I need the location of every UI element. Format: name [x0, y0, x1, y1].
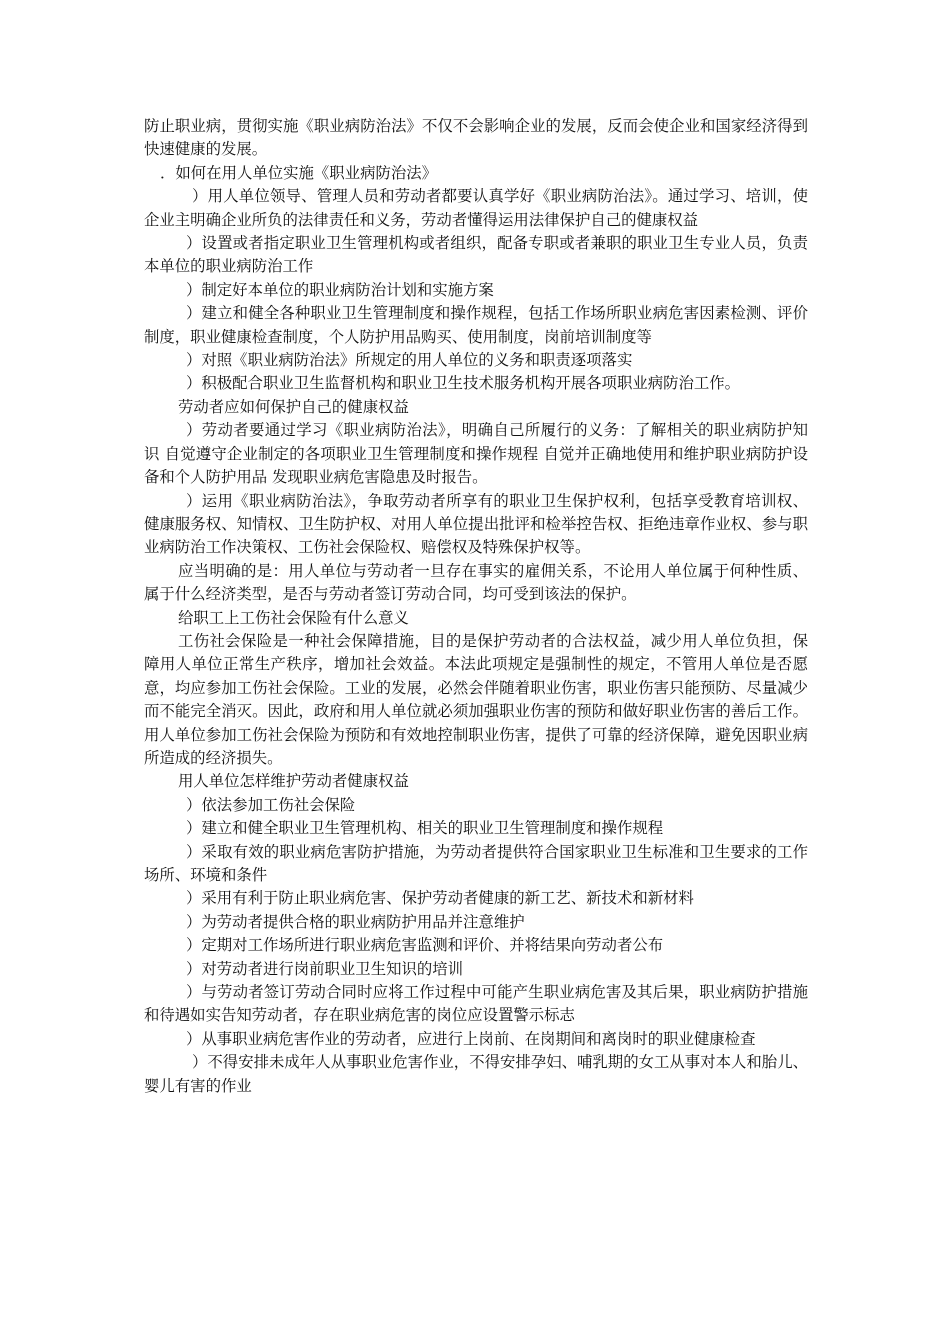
paragraph: ）建立和健全职业卫生管理机构、相关的职业卫生管理制度和操作规程 [186, 819, 664, 838]
paragraph: 工伤社会保险是一种社会保障措施，目的是保护劳动者的合法权益，减少用人单位负担，保障用人单位正常生产秩序，增加社会效益。本法此项规定是强制性的规定，不管用人单位是否愿意，均应参加工伤社会保险。工业的发展，必然会伴随着职业伤害，职业伤害只能预防、尽量减少而不能完全消灭。因此，政府和用人单位就必须加强职业伤害的预防和做好职业伤害的善后工作。用人单位参加工伤社会保险为预防和有效地控制职业伤害，提供了可靠的经济保障，避免因职业病所造成的经济损失。 [144, 631, 808, 767]
paragraph: ）劳动者要通过学习《职业病防治法》，明确自己所履行的义务：了解相关的职业病防护知识 自觉遵守企业制定的各项职业卫生管理制度和操作规程 自觉并正确地使用和维护职业病防护设备和个人防护用品 发现职业病危害隐患及时报告。 [144, 421, 808, 487]
paragraph: ）采用有利于防止职业病危害、保护劳动者健康的新工艺、新技术和新材料 [186, 889, 694, 908]
paragraph: ）为劳动者提供合格的职业病防护用品并注意维护 [186, 912, 525, 931]
paragraph: ）对照《职业病防治法》所规定的用人单位的义务和职责逐项落实 [186, 351, 633, 370]
section-heading: 用人单位怎样维护劳动者健康权益 [178, 772, 409, 791]
section-heading: 给职工上工伤社会保险有什么意义 [178, 608, 409, 627]
document-body [144, 115, 808, 1098]
paragraph: ）从事职业病危害作业的劳动者，应进行上岗前、在岗期间和离岗时的职业健康检查 [186, 1029, 756, 1048]
paragraph: ）运用《职业病防治法》，争取劳动者所享有的职业卫生保护权利，包括享受教育培训权、健康服务权、知情权、卫生防护权、对用人单位提出批评和检举控告权、拒绝违章作业权、参与职业病防治工作决策权、工伤社会保险权、赔偿权及特殊保护权等。 [144, 491, 808, 557]
paragraph: ）与劳动者签订劳动合同时应将工作过程中可能产生职业病危害及其后果，职业病防护措施和待遇如实告知劳动者，存在职业病危害的岗位应设置警示标志 [144, 983, 808, 1025]
paragraph: ）制定好本单位的职业病防治计划和实施方案 [186, 280, 494, 299]
section-heading: ．如何在用人单位实施《职业病防治法》 [160, 163, 438, 182]
paragraph: ）依法参加工伤社会保险 [186, 795, 356, 814]
paragraph: ）不得安排未成年人从事职业危害作业，不得安排孕妇、哺乳期的女工从事对本人和胎儿、婴儿有害的作业 [144, 1053, 808, 1095]
paragraph: ）对劳动者进行岗前职业卫生知识的培训 [186, 959, 464, 978]
paragraph: ）定期对工作场所进行职业病危害监测和评价、并将结果向劳动者公布 [186, 936, 664, 955]
paragraph: ）建立和健全各种职业卫生管理制度和操作规程，包括工作场所职业病危害因素检测、评价制度，职业健康检查制度，个人防护用品购买、使用制度，岗前培训制度等 [144, 304, 808, 346]
paragraph: ）用人单位领导、管理人员和劳动者都要认真学好《职业病防治法》。通过学习、培训，使企业主明确企业所负的法律责任和义务，劳动者懂得运用法律保护自己的健康权益 [144, 187, 808, 229]
section-heading: 劳动者应如何保护自己的健康权益 [178, 397, 409, 416]
paragraph: 防止职业病，贯彻实施《职业病防治法》不仅不会影响企业的发展，反而会使企业和国家经济得到快速健康的发展。 [144, 117, 808, 159]
paragraph: ）采取有效的职业病危害防护措施，为劳动者提供符合国家职业卫生标准和卫生要求的工作场所、环境和条件 [144, 842, 808, 884]
paragraph: ）积极配合职业卫生监督机构和职业卫生技术服务机构开展各项职业病防治工作。 [186, 374, 741, 393]
paragraph: 应当明确的是：用人单位与劳动者一旦存在事实的雇佣关系，不论用人单位属于何种性质、属于什么经济类型，是否与劳动者签订劳动合同，均可受到该法的保护。 [144, 561, 808, 604]
paragraph: ）设置或者指定职业卫生管理机构或者组织，配备专职或者兼职的职业卫生专业人员，负责本单位的职业病防治工作 [144, 234, 808, 276]
